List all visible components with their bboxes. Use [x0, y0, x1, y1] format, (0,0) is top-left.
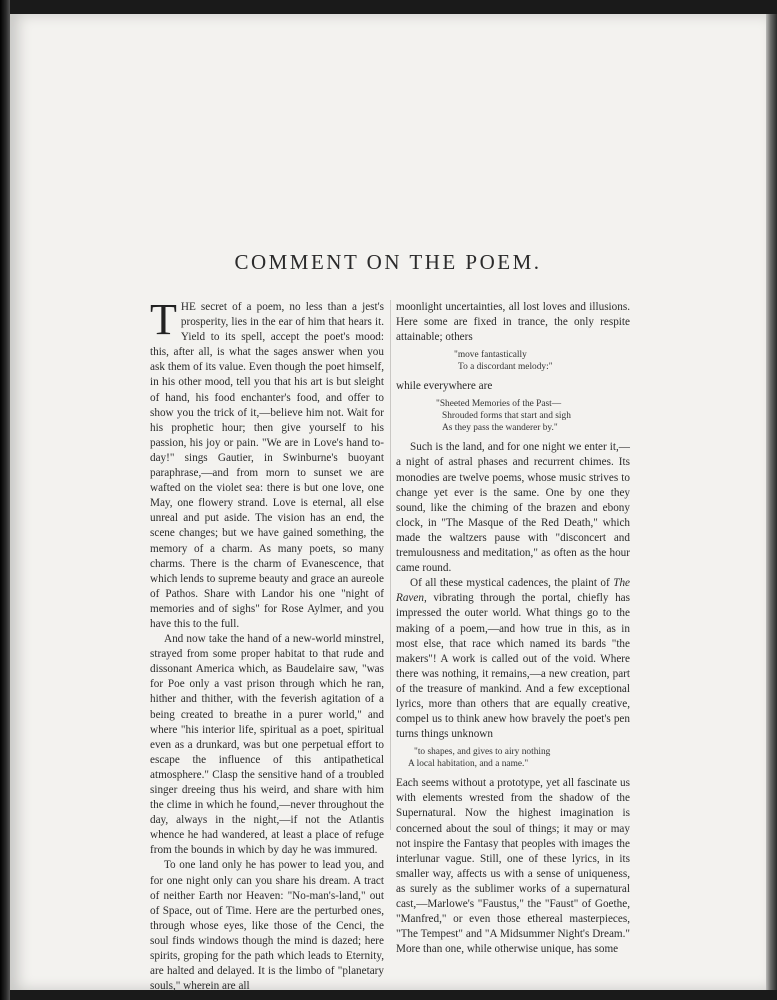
paragraph-5-text-a: Of all these mystical cadences, the plaint of [410, 577, 614, 590]
column-divider [390, 300, 391, 830]
quote-line: A local habitation, and a name." [408, 759, 529, 770]
quote-line: Shrouded forms that start and sigh [442, 411, 571, 422]
paragraph-5-text-b: vibrating through the portal, chiefly has impressed the outer world. What things go to the making of a poem,—and how true in this, as in most else, that race which named its bards "the makers"! A work is called out of the void. Where there was nothing, it remains,—a new creation, part of the treasure of mankind. And a few exceptional lyrics, more than others that are equally creative, compel us to think anew how bravely the poet's pen turns things unknown [396, 592, 630, 741]
raven-title: The Raven, [396, 577, 630, 605]
paragraph-5 [396, 576, 630, 742]
quote-line: "to shapes, and gives to airy nothing [414, 747, 551, 758]
quote-line: "Sheeted Memories of the Past— [436, 399, 562, 410]
quote-airy-nothing [396, 746, 630, 770]
paragraph-2: And now take the hand of a new-world minstrel, strayed from some proper habitat to that rude and dissonant America which, as Baudelaire saw, "was for Poe only a vast prison through which he ran, hither and thither, with the feverish agitation of a being created to breathe in a purer world," and where "his interior life, spiritual as a poet, spiritual even as a drunkard, was but one perpetual effort to escape the influence of this antipathetical atmosphere." Clasp the sensitive hand of a troubled singer dreeing thus his weird, and share with him the clime in which he found,—never throughout the day, always in the night,—if not the Atlantis whence he had wandered, at least a place of refuge from the bounds in which by day he was immured. [150, 633, 384, 857]
drop-cap: T [150, 295, 177, 344]
quote-line: "move fantastically [454, 350, 527, 361]
right-mid: while everywhere are [396, 380, 493, 393]
scan-left-binding [0, 0, 10, 1000]
quote-sheeted-memories [396, 398, 630, 434]
left-column [150, 295, 384, 994]
paragraph-1-text: HE secret of a poem, no less than a jest's prosperity, lies in the ear of him that hears it. Yield to its spell, accept the poet's mood: this, after all, is what the sages answer when you ask them of its value. Even though the poet himself, in his other mood, tell you that his art is but sleight of hand, his food enchanter's food, and offer to show you the trick of it,—believe him not. Wait for his prophetic hour; then give yourself to his passion, his joy or pain. "We are in Love's hand to-day!" sings Gautier, in Swinburne's buoyant paraphrase,—and from morn to sunset we are wafted on the violet sea: there is but one love, one May, one flowery strand. Love is eternal, all else unreal and put aside. The vision has an end, the scene changes; but we have gained something, the memory of a charm. As many poets, so many charms. There is the charm of Evanescence, that which lends to supreme beauty and grace an aureole of Pathos. Share with Landor his one "night of memories and of sighs" for Rose Aylmer, and you have this to the full. [150, 301, 384, 630]
right-intro: moonlight uncertainties, all lost loves and illusions. Here some are fixed in trance, the only respite attainable; others [396, 301, 630, 344]
page-title: COMMENT ON THE POEM. [234, 250, 542, 274]
paragraph-6: Each seems without a prototype, yet all fascinate us with elements wrested from the shadow of the Supernatural. Now the highest imagination is concerned about the soul of things; it may or may not inspire the Fantasy that peoples with images the interlunar vague. Still, one of these lyrics, in its smaller way, affects us with a sense of uniqueness, as surely as the sublimer works of a supernatural cast,—Marlowe's "Faustus," the "Faust" of Goethe, "Manfred," or even those ethereal masterpieces, "The Tempest" and "A Midsummer Night's Dream." More than one, while otherwise unique, has some [396, 777, 630, 956]
paragraph-3: To one land only he has power to lead you, and for one night only can you share his dream. A tract of neither Earth nor Heaven: "No-man's-land," out of Space, out of Time. Here are the perturbed ones, through whose eyes, like those of the Cenci, the soul finds windows though the mind is dazed; here spirits, groping for the path which leads to Eternity, are halted and delayed. It is the limbo of "planetary souls," wherein are all [150, 859, 384, 993]
quote-move-fantastically [396, 349, 630, 373]
quote-line: To a discordant melody:" [458, 362, 553, 373]
page-edge [766, 14, 777, 990]
quote-line: As they pass the wanderer by." [442, 423, 558, 434]
book-page [10, 14, 766, 990]
paragraph-1 [150, 295, 384, 632]
paragraph-4: Such is the land, and for one night we enter it,—a night of astral phases and recurrent chimes. Its monodies are twelve poems, whose music strives to change yet ever is the same. One by one they sound, like the chiming of the brazen and ebony clock, in "The Masque of the Red Death," which made the waltzers pause with "disconcert and tremulousness and meditation," as often as the hour came round. [396, 441, 630, 575]
right-column [396, 300, 630, 957]
